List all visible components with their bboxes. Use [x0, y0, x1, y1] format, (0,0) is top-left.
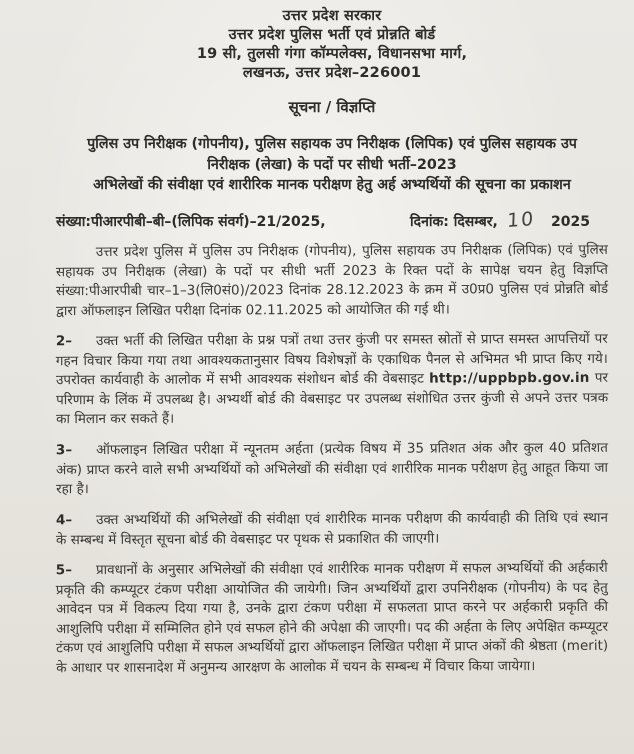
- date-year: 2025: [551, 213, 590, 230]
- reference-row: [56, 209, 608, 231]
- paragraph-3-text: ऑफलाइन लिखित परीक्षा में न्यूनतम अर्हता (प्रत्येक विषय में 35 प्रतिशत अंक और कुल 40 प्रतिशत अंक) प्राप्त करने वाले सभी अभ्यर्थियों को अभिलेखों की संवीक्षा एवं शारीरिक मानक परीक्षण हेतु आहूत किया जा रहा है।: [55, 439, 609, 498]
- paragraph-5-number: 5–: [55, 561, 72, 579]
- date-label: दिनांक: दिसम्बर,: [410, 213, 498, 230]
- subject-line-3: अभिलेखों की संवीक्षा एवं शारीरिक मानक परीक्षण हेतु अर्ह अभ्यर्थियों की सूचना का प्रकाशन: [93, 177, 571, 193]
- address-line-1: 19 सी, तुलसी गंगा कॉम्पलेक्स, विधानसभा मार्ग,: [196, 46, 468, 62]
- paragraph-5: [56, 559, 609, 679]
- government-name: उत्तर प्रदेश सरकार: [282, 8, 382, 24]
- paragraph-4: [56, 508, 608, 550]
- reference-number: संख्या:पीआरपीबी–बी–(लिपिक संवर्ग)–21/2025,: [56, 213, 326, 230]
- paragraph-2-text-after-url: पर परिणाम के लिंक में उपलब्ध है। अभ्यर्थी बोर्ड की वेबसाइट पर उपलब्ध संशोधित उत्तर कुंजी से अपने उत्तर पत्रक का मिलान कर सकते हैं।: [56, 369, 609, 428]
- paragraph-4-text: उक्त अभ्यर्थियों की अभिलेखों की संवीक्षा एवं शारीरिक मानक परीक्षण की कार्यवाही की तिथि एवं स्थान के सम्बन्ध में विस्तृत सूचना बोर्ड की वेबसाइट पर पृथक से प्रकाशित की जाएगी।: [56, 509, 608, 548]
- subject-line-1: पुलिस उप निरीक्षक (गोपनीय), पुलिस सहायक उप निरीक्षक (लिपिक) एवं पुलिस सहायक उप: [87, 136, 577, 152]
- paragraph-3-number: 3–: [55, 441, 73, 459]
- paragraph-1-text: उत्तर प्रदेश पुलिस में पुलिस उप निरीक्षक (गोपनीय), पुलिस सहायक उप निरीक्षक (लिपिक) एवं पुलिस सहायक उप निरीक्षक (लेखा) के पदों पर सीधी भर्ती 2023 के रिक्त पदों के सापेक्ष चयन हेतु विज्ञप्ति संख्या:पीआरपीबी चार–1–3(लि0सं0)/2023 दिनांक 28.12.2023 के क्रम में उ0प्र0 पुलिस एवं प्रोन्नति बोर्ड द्वारा ऑफलाइन लिखित परीक्षा दिनांक 02.11.2025 को आयोजित की गई थी।: [55, 241, 609, 319]
- letterhead: [56, 7, 608, 83]
- paragraph-2-number: 2–: [55, 333, 73, 350]
- notice-type-heading: सूचना / विज्ञप्ति: [288, 98, 376, 116]
- subject-line-2: निरीक्षक (लेखा) के पदों पर सीधी भर्ती–2023: [207, 156, 457, 173]
- paragraph-5-text: प्रावधानों के अनुसार अभिलेखों की संवीक्षा एवं शारीरिक मानक परीक्षण में सफल अभ्यर्थियों की अर्हकारी प्रकृति की कम्प्यूटर टंकण परीक्षा आयोजित की जायेगी। जिन अभ्यर्थियों द्वारा उपनिरीक्षक (गोपनीय) के पद हेतु आवेदन पत्र में विकल्प दिया गया है, उनके द्वारा टंकण परीक्षा में सफलता प्राप्त करने पर अर्हकारी प्रकृति की आशुलिपि परीक्षा में सम्मिलित होने एवं सफल होने की अपेक्षा की जाएगी। पद की अर्हता के लिए अपेक्षित कम्प्यूटर टंकण एवं आशुलिपि परीक्षा में सफल अभ्यर्थियों द्वारा ऑफलाइन लिखित परीक्षा में प्राप्त अंकों की श्रेष्ठता (merit) के आधार पर शासनादेश में अनुमन्य आरक्षण के आलोक में चयन के सम्बन्ध में विचार किया जायेगा।: [55, 559, 609, 676]
- address-line-2: लखनऊ, उत्तर प्रदेश–226001: [242, 65, 422, 81]
- board-name: उत्तर प्रदेश पुलिस भर्ती एवं प्रोन्नति बोर्ड: [228, 27, 436, 43]
- paragraph-2-text-before-url: उक्त भर्ती की लिखित परीक्षा के प्रश्न पत्रों तथा उत्तर कुंजी पर समस्त स्रोतों से प्राप्त समस्त आपत्तियों पर गहन विचार किया गया तथा आवश्यकतानुसार विषय विशेषज्ञों के एकाधिक पैनल से अभिमत भी प्राप्त किए गये। उपरोक्त कार्यवाही के आलोक में सभी आवश्यक संशोधन बोर्ड की वेबसाइट: [55, 330, 608, 389]
- date-group: [410, 209, 590, 231]
- paragraph-1: [56, 240, 608, 321]
- paragraph-2: [56, 330, 608, 430]
- subject-heading: [56, 134, 608, 196]
- handwritten-date-day: 10: [506, 207, 536, 232]
- paragraph-3: [56, 439, 608, 500]
- board-website-url: http://uppbpb.gov.in: [429, 369, 590, 387]
- paragraph-4-number: 4–: [55, 511, 73, 528]
